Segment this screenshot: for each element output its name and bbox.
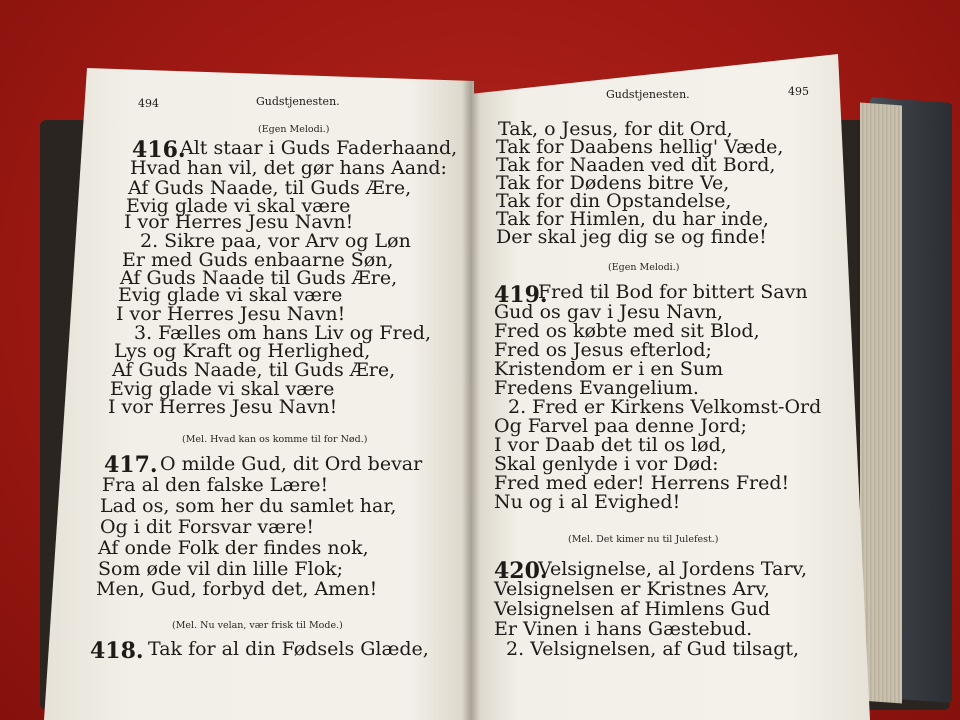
hymn-line: Af Guds Naade, til Guds Ære, bbox=[112, 359, 396, 381]
hymn-line: Tak for al din Fødsels Glæde, bbox=[148, 638, 429, 660]
hymn-line: Skal genlyde i vor Død: bbox=[494, 453, 719, 475]
hymn-line: Som øde vil din lille Flok; bbox=[98, 558, 344, 580]
hymn-line: Tak for Himlen, du har inde, bbox=[496, 208, 769, 230]
hymn-line: Fred med eder! Herrens Fred! bbox=[494, 472, 790, 494]
hymn-line: Fred os Jesus efterlod; bbox=[494, 339, 712, 361]
hymn-line: Alt staar i Guds Faderhaand, bbox=[180, 137, 458, 159]
hymn-line: Velsignelse, al Jordens Tarv, bbox=[538, 558, 808, 580]
hymn-line: Lys og Kraft og Herlighed, bbox=[114, 340, 371, 362]
hymn-line: Hvad han vil, det gør hans Aand: bbox=[130, 157, 447, 179]
hymn-line: 2. Velsignelsen, af Gud tilsagt, bbox=[506, 638, 800, 660]
hymn-line: Tak for Daabens hellig' Væde, bbox=[496, 136, 784, 158]
hymn-line: Af Guds Naade, til Guds Ære, bbox=[128, 177, 412, 199]
hymn-line: Tak for Dødens bitre Ve, bbox=[496, 172, 730, 194]
hymn-line: Nu og i al Evighed! bbox=[494, 491, 681, 513]
hymn-line: Fra al den falske Lære! bbox=[102, 474, 329, 496]
melody-note: (Egen Melodi.) bbox=[258, 124, 330, 135]
hymn-line: Af Guds Naade til Guds Ære, bbox=[120, 267, 398, 289]
hymn-number: 418. bbox=[90, 638, 144, 664]
hymn-line: 3. Fælles om hans Liv og Fred, bbox=[134, 322, 432, 344]
melody-note: (Mel. Det kimer nu til Julefest.) bbox=[568, 534, 719, 545]
hymn-line: Fred os købte med sit Blod, bbox=[494, 320, 760, 342]
book-gutter bbox=[462, 80, 480, 720]
hymn-number: 419. bbox=[494, 282, 548, 308]
hymn-line: Tak, o Jesus, for dit Ord, bbox=[498, 118, 733, 140]
page-edges bbox=[860, 103, 902, 704]
hymn-line: Evig glade vi skal være bbox=[126, 195, 351, 217]
hymn-line: O milde Gud, dit Ord bevar bbox=[160, 453, 423, 475]
hymn-line: 2. Sikre paa, vor Arv og Løn bbox=[140, 230, 411, 252]
melody-note: (Mel. Hvad kan os komme til for Nød.) bbox=[182, 434, 368, 445]
hymn-line: Velsignelsen af Himlens Gud bbox=[494, 598, 771, 620]
hymn-line: Der skal jeg dig se og finde! bbox=[496, 226, 767, 248]
hymn-line: Tak for din Opstandelse, bbox=[496, 190, 732, 212]
hymn-line: I vor Herres Jesu Navn! bbox=[116, 303, 346, 325]
melody-note: (Egen Melodi.) bbox=[608, 262, 680, 273]
hymn-line: Kristendom er i en Sum bbox=[494, 358, 724, 380]
hymn-line: Af onde Folk der findes nok, bbox=[98, 537, 369, 559]
hymn-line: Tak for Naaden ved dit Bord, bbox=[496, 154, 776, 176]
hymn-line: Fred til Bod for bittert Savn bbox=[538, 281, 808, 303]
hymn-line: Fredens Evangelium. bbox=[494, 377, 699, 399]
hymn-line: Evig glade vi skal være bbox=[110, 378, 335, 400]
hymn-line: I vor Herres Jesu Navn! bbox=[108, 396, 338, 418]
hymn-line: Evig glade vi skal være bbox=[118, 284, 343, 306]
hymn-line: Er Vinen i hans Gæstebud. bbox=[494, 618, 753, 640]
hymn-line: Men, Gud, forbyd det, Amen! bbox=[96, 578, 378, 600]
left-page-number: 494 bbox=[138, 97, 159, 110]
hymn-line: Velsignelsen er Kristnes Arv, bbox=[494, 578, 770, 600]
right-page-header: Gudstjenesten. bbox=[606, 88, 690, 101]
left-page-header: Gudstjenesten. bbox=[256, 95, 340, 108]
hymn-number: 416. bbox=[132, 137, 186, 163]
hymn-line: Gud os gav i Jesu Navn, bbox=[494, 301, 724, 323]
hymn-line: 2. Fred er Kirkens Velkomst-Ord bbox=[508, 396, 822, 418]
hymn-line: I vor Daab det til os lød, bbox=[494, 434, 727, 456]
hymn-number: 417. bbox=[104, 452, 158, 478]
right-page-number: 495 bbox=[788, 85, 809, 98]
hymn-number: 420. bbox=[494, 558, 548, 584]
hymn-line: I vor Herres Jesu Navn! bbox=[124, 211, 354, 233]
hymn-line: Og Farvel paa denne Jord; bbox=[494, 415, 747, 437]
hymn-line: Lad os, som her du samlet har, bbox=[100, 495, 397, 517]
melody-note: (Mel. Nu velan, vær frisk til Mode.) bbox=[172, 620, 343, 631]
hymn-line: Og i dit Forsvar være! bbox=[100, 516, 314, 538]
hymn-line: Er med Guds enbaarne Søn, bbox=[122, 249, 394, 271]
